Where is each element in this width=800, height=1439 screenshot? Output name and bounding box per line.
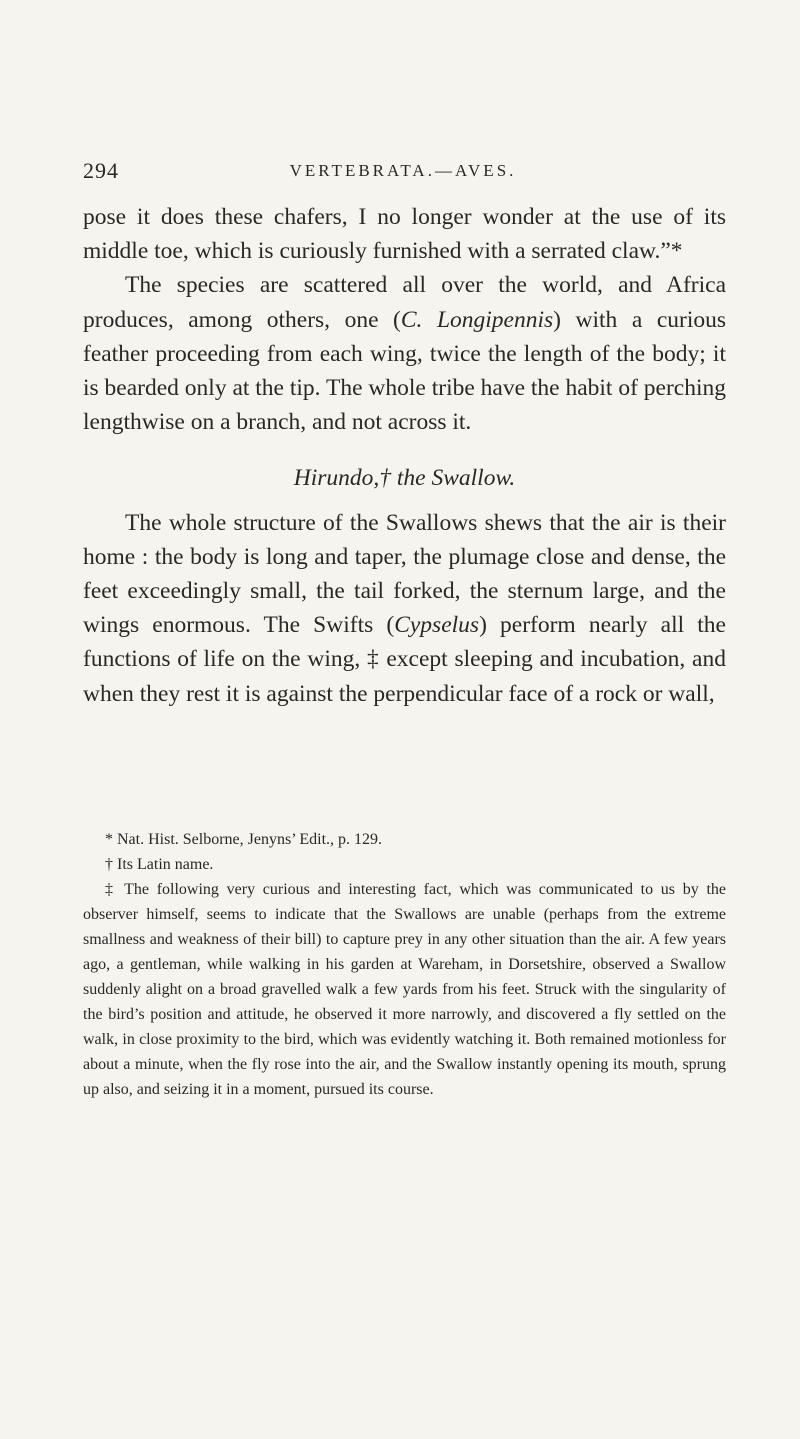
paragraph-2-text-a: The species are scattered all over the world, and Africa produces, among others, one ( <box>83 272 726 333</box>
footnote-2: † Its Latin name. <box>105 856 214 873</box>
footnote-1: * Nat. Hist. Selborne, Jenyns’ Edit., p. 129. <box>105 831 383 848</box>
section-heading: Hirundo,† the Swallow. <box>293 465 516 492</box>
paragraph-3-text-b: ) perform nearly all the functions of life on the wing, ‡ except sleeping and incubation, and when they rest it is against the perpendicular face of a rock or wall, <box>83 612 726 707</box>
species-name-longipennis: C. Longipennis <box>400 306 554 333</box>
genus-name-cypselus: Cypselus <box>394 612 480 639</box>
paragraph-2-text-b: ) with a curious feather proceeding from each wing, twice the length of the body; it is bearded only at the tip. The whole tribe have the habit of perching lengthwise on a branch, and not across it. <box>83 306 727 436</box>
footnote-3: ‡ The following very curious and interesting fact, which was communicated to us by the observer himself, seems to indicate that the Swallows are unable (perhaps from the extreme smallness and weakness of their bill) to capture prey in any other situation than the air. A few years ago, a gentleman, while walking in his garden at Wareham, in Dorsetshire, observed a Swallow suddenly alight on a broad gravelled walk a few yards from his feet. Struck with the singularity of the bird’s position and attitude, he observed it more narrowly, and discovered a fly settled on the walk, in close proximity to the bird, which was evidently watching it. Both remained motionless for about a minute, when the fly rose into the air, and the Swallow instantly opening its mouth, sprung up also, and seizing it in a moment, pursued its course. <box>83 881 726 1098</box>
paragraph-1: pose it does these chafers, I no longer wonder at the use of its middle toe, which is curiously furnished with a serrated claw.”* <box>83 204 726 265</box>
paragraph-2 <box>83 268 726 439</box>
paragraph-3 <box>83 506 726 711</box>
page-number: 294 <box>83 158 119 183</box>
running-head: VERTEBRATA.—AVES. <box>289 161 517 180</box>
paragraph-3-text-a: The whole structure of the Swallows shews that the air is their home : the body is long and taper, the plumage close and dense, the feet exceedingly small, the tail forked, the sternum large, and the wings enormous. The Swifts ( <box>83 509 726 639</box>
page-header <box>83 158 723 198</box>
main-text <box>83 200 726 711</box>
footnotes <box>83 827 726 1102</box>
